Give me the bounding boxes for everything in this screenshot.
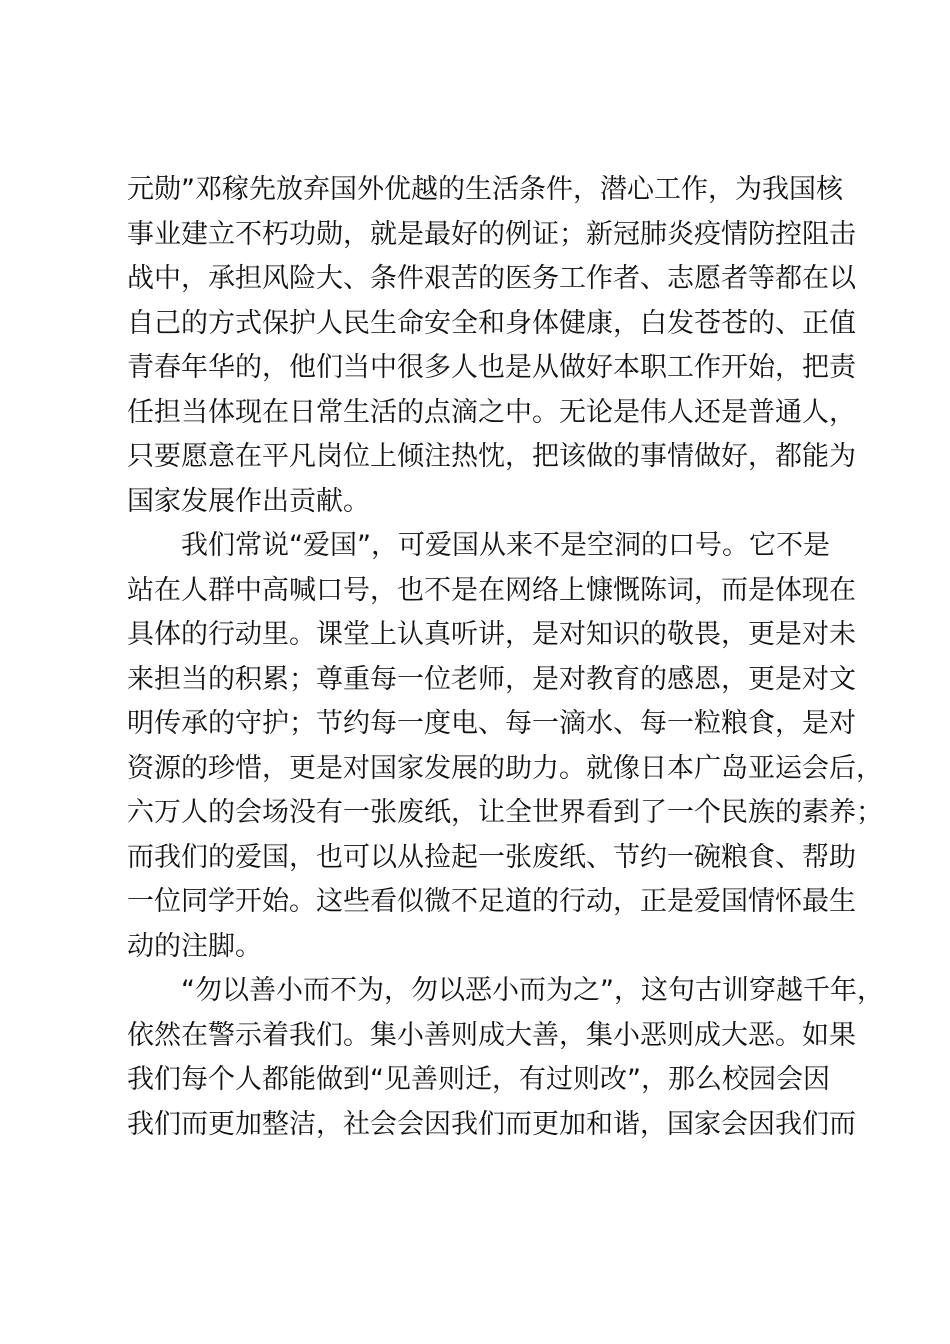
- text-line: 一位同学开始。这些看似微不足道的行动，正是爱国情怀最生: [127, 886, 856, 917]
- text-line: 元勋”邓稼先放弃国外优越的生活条件，潜心工作，为我国核: [127, 174, 843, 205]
- text-line: 资源的珍惜，更是对国家发展的助力。就像日本广岛亚运会后，: [127, 752, 883, 784]
- text-line: 站在人群中高喊口号，也不是在网络上慷慨陈词，而是体现在: [127, 574, 856, 606]
- text-line: 动的注脚。: [127, 930, 262, 962]
- text-line: 依然在警示着我们。集小善则成大善，集小恶则成大恶。如果: [127, 1019, 856, 1051]
- text-line: 任担当体现在日常生活的点滴之中。无论是伟人还是普通人，: [127, 396, 856, 428]
- text-line: 只要愿意在平凡岗位上倾注热忱，把该做的事情做好，都能为: [127, 441, 856, 472]
- text-line: “勿以善小而不为，勿以恶小而为之”，这句古训穿越千年，: [127, 975, 884, 1006]
- text-line: 我们常说“爱国”，可爱国从来不是空洞的口号。它不是: [127, 530, 830, 561]
- text-line: 我们而更加整洁，社会会因我们而更加和谐，国家会因我们而: [127, 1108, 856, 1140]
- text-line: 而我们的爱国，也可以从捡起一张废纸、节约一碗粮食、帮助: [127, 841, 856, 873]
- text-line: 青春年华的，他们当中很多人也是从做好本职工作开始，把责: [127, 352, 856, 383]
- text-line: 国家发展作出贡献。: [127, 485, 370, 517]
- text-line: 自己的方式保护人民生命安全和身体健康，白发苍苍的、正值: [127, 307, 856, 339]
- body-text: [127, 168, 884, 1147]
- text-line: 事业建立不朽功勋，就是最好的例证；新冠肺炎疫情防控阻击: [127, 218, 856, 250]
- text-line: 我们每个人都能做到“见善则迁，有过则改”，那么校园会因: [127, 1064, 830, 1095]
- text-line: 战中，承担风险大、条件艰苦的医务工作者、志愿者等都在以: [127, 263, 856, 294]
- text-line: 具体的行动里。课堂上认真听讲，是对知识的敬畏，更是对未: [127, 619, 856, 650]
- text-line: 六万人的会场没有一张废纸，让全世界看到了一个民族的素养；: [127, 797, 883, 828]
- text-line: 来担当的积累；尊重每一位老师，是对教育的感恩，更是对文: [127, 663, 856, 695]
- text-line: 明传承的守护；节约每一度电、每一滴水、每一粒粮食，是对: [127, 708, 856, 739]
